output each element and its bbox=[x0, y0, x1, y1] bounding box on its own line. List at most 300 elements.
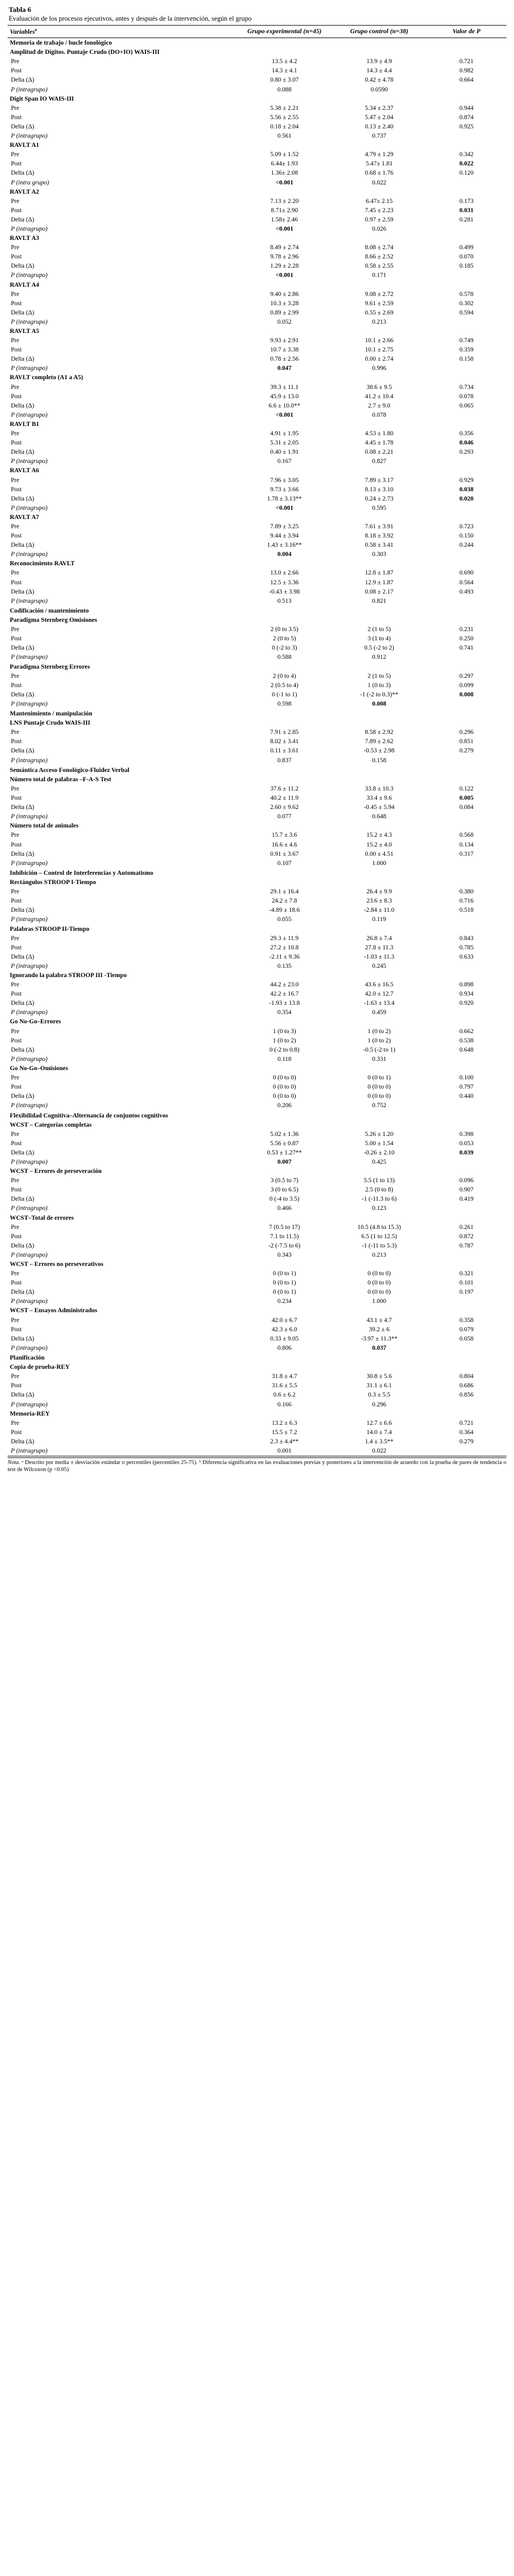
experimental-value: 12.5 ± 3.36 bbox=[270, 579, 299, 586]
table-row bbox=[8, 812, 506, 821]
experimental-value: <0.001 bbox=[276, 504, 293, 511]
row-label: Pre bbox=[11, 1028, 20, 1035]
control-value: 15.2 ± 4.0 bbox=[366, 841, 392, 848]
control-value: 33.8 ± 10.3 bbox=[365, 785, 394, 792]
p-value: 0.158 bbox=[459, 356, 474, 363]
p-value bbox=[426, 962, 506, 971]
row-label: Delta (Δ) bbox=[11, 216, 34, 223]
p-value: 0.150 bbox=[459, 533, 474, 540]
p-value: 0.356 bbox=[459, 430, 474, 437]
section-heading: Flexibilidad Cognitiva–Alternancia de conjuntos cognitivos bbox=[10, 1112, 168, 1119]
row-label: Delta (Δ) bbox=[11, 953, 34, 960]
p-value bbox=[426, 653, 506, 662]
row-label: Post bbox=[11, 841, 22, 848]
experimental-value: 0.118 bbox=[277, 1055, 292, 1062]
experimental-value: 3 (0 to 6.5) bbox=[270, 1187, 298, 1194]
row-label: Post bbox=[11, 991, 22, 998]
control-value: 7.45 ± 2.23 bbox=[365, 207, 394, 214]
p-value: 0.359 bbox=[459, 347, 474, 354]
variable-group-label: RAVLT A5 bbox=[10, 328, 39, 335]
section-heading-row bbox=[8, 1110, 506, 1120]
row-label: Post bbox=[11, 1084, 22, 1091]
table-head bbox=[8, 26, 506, 38]
row-label: Delta (Δ) bbox=[11, 123, 34, 130]
row-label: Post bbox=[11, 1233, 22, 1240]
row-label: Delta (Δ) bbox=[11, 1000, 34, 1007]
row-label: Delta (Δ) bbox=[11, 748, 34, 755]
section-heading-row bbox=[8, 606, 506, 616]
p-value: 0.734 bbox=[459, 384, 474, 391]
control-value: 12.8 ± 1.87 bbox=[365, 570, 394, 577]
table-row bbox=[8, 457, 506, 466]
control-value: 33.4 ± 9.6 bbox=[366, 795, 392, 802]
variable-group-label: Ignorando la palabra STROOP III -Tiempo bbox=[10, 972, 127, 979]
row-label: Delta (Δ) bbox=[11, 1196, 34, 1203]
experimental-value: 5.56 ± 0.87 bbox=[270, 1140, 299, 1147]
table-row bbox=[8, 159, 506, 169]
control-value: 0.008 bbox=[372, 700, 387, 707]
row-label: P (intragrupo) bbox=[11, 1448, 48, 1455]
control-value: 5.47± 1.81 bbox=[365, 160, 393, 168]
row-label: P (intragrupo) bbox=[11, 411, 48, 418]
control-value: 1 (0 to 2) bbox=[368, 1037, 391, 1044]
experimental-value: 4.91 ± 1.95 bbox=[270, 430, 299, 437]
control-value: 0.026 bbox=[372, 225, 387, 232]
row-label: Pre bbox=[11, 1074, 20, 1082]
table-row bbox=[8, 831, 506, 840]
table-row bbox=[8, 1325, 506, 1334]
variable-group-row bbox=[8, 821, 506, 831]
table-row bbox=[8, 980, 506, 990]
experimental-value: 27.2 ± 10.8 bbox=[270, 944, 299, 951]
control-value: 0.827 bbox=[372, 458, 387, 465]
control-value: 12.9 ± 1.87 bbox=[365, 579, 394, 586]
section-heading: Semántica Acceso Fonológico-Fluidez Verbal bbox=[10, 767, 130, 774]
table-row bbox=[8, 934, 506, 943]
table-row bbox=[8, 197, 506, 206]
experimental-value: 24.2 ± 7.8 bbox=[272, 898, 297, 905]
table-row bbox=[8, 859, 506, 868]
row-label: Post bbox=[11, 1037, 22, 1044]
control-value: 43.6 ± 16.5 bbox=[365, 981, 394, 989]
p-value: 0.721 bbox=[459, 58, 474, 65]
table-row bbox=[8, 76, 506, 85]
experimental-value: 1.36± 2.08 bbox=[271, 170, 298, 177]
table-row bbox=[8, 271, 506, 280]
control-value: 30.8 ± 5.6 bbox=[366, 1373, 392, 1380]
experimental-value: 42.3 ± 6.0 bbox=[272, 1326, 297, 1333]
experimental-value: <0.001 bbox=[276, 225, 293, 232]
table-row bbox=[8, 215, 506, 225]
row-label: Pre bbox=[11, 785, 20, 792]
table-row bbox=[8, 225, 506, 234]
p-value: 0.281 bbox=[459, 216, 474, 223]
row-label: Delta (Δ) bbox=[11, 1392, 34, 1399]
variable-group-row bbox=[8, 141, 506, 150]
control-value: 0.037 bbox=[372, 1344, 387, 1351]
table-row bbox=[8, 700, 506, 709]
table-row bbox=[8, 943, 506, 953]
variable-group-row bbox=[8, 1260, 506, 1269]
table-row bbox=[8, 728, 506, 737]
table-row bbox=[8, 915, 506, 924]
p-value: 0.293 bbox=[459, 449, 474, 456]
row-label: Pre bbox=[11, 626, 20, 633]
control-value: -0.53 ± 2.98 bbox=[364, 748, 395, 755]
p-value: 0.664 bbox=[459, 77, 474, 84]
control-value: 1.000 bbox=[372, 1298, 387, 1305]
row-label: Post bbox=[11, 486, 22, 493]
control-value: 5.47 ± 2.04 bbox=[365, 114, 394, 121]
table-row bbox=[8, 1083, 506, 1092]
p-value: 0.648 bbox=[459, 1046, 474, 1053]
experimental-value: -2 (-7.5 to 6) bbox=[268, 1242, 301, 1249]
control-value: 4.45 ± 1.78 bbox=[365, 440, 394, 447]
table-row bbox=[8, 1241, 506, 1251]
p-value: 0.578 bbox=[459, 291, 474, 298]
variable-group-row bbox=[8, 420, 506, 429]
p-value: 0.787 bbox=[459, 1242, 474, 1249]
table-row bbox=[8, 1195, 506, 1204]
table-row bbox=[8, 122, 506, 132]
table-caption: Evaluación de los procesos ejecutivos, antes y después de la intervención, según el grupo bbox=[9, 15, 252, 22]
control-value: 9.61 ± 2.59 bbox=[365, 300, 394, 307]
table-row bbox=[8, 671, 506, 681]
row-label: Pre bbox=[11, 104, 20, 112]
p-value bbox=[426, 1101, 506, 1110]
variable-group-row bbox=[8, 1120, 506, 1129]
control-value: 0.821 bbox=[372, 597, 387, 604]
p-value bbox=[426, 1055, 506, 1064]
experimental-value: 0.354 bbox=[277, 1009, 292, 1016]
row-label: P (intragrupo) bbox=[11, 654, 48, 661]
experimental-value: 7.1 to 11.5) bbox=[270, 1233, 299, 1240]
p-value: 0.690 bbox=[459, 570, 474, 577]
row-label: Delta (Δ) bbox=[11, 645, 34, 652]
row-label: Pre bbox=[11, 832, 20, 839]
variable-group-label: Copia de prueba-REY bbox=[10, 1364, 70, 1371]
row-label: Pre bbox=[11, 1270, 20, 1277]
experimental-value: 14.3 ± 4.1 bbox=[272, 67, 297, 75]
p-value: 0.046 bbox=[459, 440, 474, 447]
experimental-value: 0.806 bbox=[277, 1344, 292, 1351]
experimental-value: 7.91 ± 2.85 bbox=[270, 729, 299, 736]
row-label: P (intragrupo) bbox=[11, 365, 48, 372]
p-value: 0.564 bbox=[459, 579, 474, 586]
p-value bbox=[426, 597, 506, 606]
p-value: 0.364 bbox=[459, 1429, 474, 1436]
p-value: 0.302 bbox=[459, 300, 474, 307]
control-value: 0.158 bbox=[372, 757, 387, 764]
experimental-value: 0 (0 to 1) bbox=[273, 1289, 296, 1296]
table-row bbox=[8, 504, 506, 513]
experimental-value: 15.5 ± 7.2 bbox=[272, 1429, 297, 1436]
control-value: 0.213 bbox=[372, 318, 387, 325]
row-label: Post bbox=[11, 254, 22, 261]
p-value: 0.122 bbox=[459, 785, 474, 792]
row-label: Delta (Δ) bbox=[11, 1046, 34, 1053]
row-label: Delta (Δ) bbox=[11, 850, 34, 857]
table-row bbox=[8, 448, 506, 457]
control-value: 43.1 ± 4.7 bbox=[366, 1317, 392, 1324]
control-value: 0.119 bbox=[372, 916, 387, 923]
control-value: 0.595 bbox=[372, 504, 387, 511]
row-label: Pre bbox=[11, 58, 20, 65]
row-label: Delta (Δ) bbox=[11, 1093, 34, 1100]
section-heading-row bbox=[8, 765, 506, 775]
row-label: Post bbox=[11, 682, 22, 689]
p-value: 0.261 bbox=[459, 1224, 474, 1231]
control-value: 6.47± 2.15 bbox=[365, 197, 393, 205]
row-label: Pre bbox=[11, 1373, 20, 1380]
control-value: 8.18 ± 3.92 bbox=[365, 533, 394, 540]
control-value: -3.97 ± 11.3** bbox=[360, 1335, 398, 1342]
table-row bbox=[8, 634, 506, 644]
row-label: Delta (Δ) bbox=[11, 77, 34, 84]
control-value: -1.63 ± 13.4 bbox=[364, 1000, 395, 1007]
variable-group-row bbox=[8, 373, 506, 382]
control-value: 26.8 ± 7.4 bbox=[366, 935, 392, 942]
p-value: 0.058 bbox=[459, 1335, 474, 1342]
variable-group-row bbox=[8, 1167, 506, 1176]
control-value: 0.296 bbox=[372, 1401, 387, 1408]
p-value: 0.231 bbox=[459, 626, 474, 633]
table-row bbox=[8, 336, 506, 345]
row-label: P (intragrupo) bbox=[11, 1158, 48, 1165]
variable-group-label: RAVLT A1 bbox=[10, 142, 39, 149]
variable-group-label: Rectángulos STROOP I-Tiempo bbox=[10, 879, 96, 886]
p-value: 0.723 bbox=[459, 523, 474, 530]
row-label: Post bbox=[11, 440, 22, 447]
p-value: 0.038 bbox=[459, 486, 474, 493]
control-value: 1.4 ± 3.5** bbox=[365, 1438, 394, 1445]
variable-group-label: Paradigma Sternberg Omisiones bbox=[10, 617, 97, 624]
control-value: -1 (-11 to 5.3) bbox=[362, 1242, 397, 1249]
variable-group-label: Go No-Go–Errores bbox=[10, 1018, 61, 1026]
control-value: 7.89 ± 3.17 bbox=[365, 477, 394, 484]
row-label: Pre bbox=[11, 477, 20, 484]
control-value: 8.08 ± 2.74 bbox=[365, 244, 394, 251]
variable-group-label: Número total de animales bbox=[10, 823, 78, 830]
table-row bbox=[8, 1344, 506, 1353]
row-label: Post bbox=[11, 738, 22, 745]
experimental-value: 13.5 ± 4.2 bbox=[272, 58, 297, 65]
experimental-value: 2 (0 to 5) bbox=[273, 635, 296, 643]
variable-group-label: RAVLT A7 bbox=[10, 514, 39, 521]
row-label: Delta (Δ) bbox=[11, 1335, 34, 1342]
table-row bbox=[8, 897, 506, 906]
row-label: P (intra grupo) bbox=[11, 179, 50, 186]
row-label: Delta (Δ) bbox=[11, 804, 34, 811]
row-label: Delta (Δ) bbox=[11, 1242, 34, 1249]
table-row bbox=[8, 401, 506, 411]
variable-group-label: Paradigma Sternberg Errores bbox=[10, 663, 90, 670]
row-label: Pre bbox=[11, 197, 20, 205]
table-row bbox=[8, 887, 506, 897]
experimental-value: 5.38 ± 2.21 bbox=[270, 104, 299, 112]
experimental-value: 0 (0 to 0) bbox=[273, 1093, 296, 1100]
row-label: Pre bbox=[11, 291, 20, 298]
experimental-value: 0 (-4 to 3.5) bbox=[269, 1196, 299, 1203]
results-table bbox=[8, 25, 506, 1456]
p-value bbox=[426, 1204, 506, 1213]
variable-group-row bbox=[8, 327, 506, 336]
experimental-value: 37.6 ± 11.2 bbox=[270, 785, 299, 792]
variable-group-label: RAVLT B1 bbox=[10, 421, 39, 428]
control-value: 0.13 ± 2.40 bbox=[365, 123, 394, 130]
experimental-value: 15.7 ± 3.6 bbox=[272, 832, 297, 839]
p-value: 0.633 bbox=[459, 953, 474, 960]
experimental-value: 13.0 ± 2.66 bbox=[270, 570, 299, 577]
row-label: Post bbox=[11, 1429, 22, 1436]
table-row bbox=[8, 1036, 506, 1045]
section-heading-row bbox=[8, 709, 506, 719]
experimental-value: 5.56 ± 2.55 bbox=[270, 114, 299, 121]
p-value: 0.039 bbox=[459, 1149, 474, 1156]
experimental-value: 42.2 ± 16.7 bbox=[270, 991, 299, 998]
variable-group-row bbox=[8, 775, 506, 784]
table-row bbox=[8, 625, 506, 634]
control-value: 26.4 ± 9.9 bbox=[366, 888, 392, 895]
table-row bbox=[8, 737, 506, 746]
p-value: 0.031 bbox=[459, 207, 474, 214]
experimental-value: 0 (-1 to 1) bbox=[272, 691, 297, 698]
row-label: Delta (Δ) bbox=[11, 907, 34, 914]
row-label: Pre bbox=[11, 244, 20, 251]
p-value: 0.716 bbox=[459, 898, 474, 905]
variable-group-row bbox=[8, 466, 506, 475]
row-label: Pre bbox=[11, 1419, 20, 1426]
p-value: 0.279 bbox=[459, 748, 474, 755]
row-label: Post bbox=[11, 533, 22, 540]
table-row bbox=[8, 113, 506, 122]
column-header-experimental: Grupo experimental (n=45) bbox=[237, 26, 332, 38]
variable-group-row bbox=[8, 94, 506, 103]
row-label: P (intragrupo) bbox=[11, 318, 48, 325]
table-number: Tabla 6 bbox=[9, 5, 32, 14]
experimental-value: 0.052 bbox=[277, 318, 292, 325]
section-heading: Planificación bbox=[10, 1355, 45, 1362]
experimental-value: 7.96 ± 3.05 bbox=[270, 477, 299, 484]
table-row bbox=[8, 1092, 506, 1101]
p-value bbox=[426, 1344, 506, 1353]
control-value: -0.26 ± 2.10 bbox=[364, 1149, 395, 1156]
row-label: Pre bbox=[11, 1224, 20, 1231]
control-value: 0.752 bbox=[372, 1102, 387, 1109]
section-heading: Codificación / mantenimiento bbox=[10, 608, 89, 615]
row-label: P (intragrupo) bbox=[11, 504, 48, 511]
experimental-value: 0.206 bbox=[277, 1102, 292, 1109]
experimental-value: 8.49 ± 2.74 bbox=[270, 244, 299, 251]
experimental-value: 29.3 ± 11.9 bbox=[270, 935, 299, 942]
table-row bbox=[8, 364, 506, 373]
control-value: 7.89 ± 2.62 bbox=[365, 738, 394, 745]
variable-group-row bbox=[8, 1409, 506, 1418]
section-heading-row bbox=[8, 1353, 506, 1363]
variable-group-label: RAVLT A3 bbox=[10, 235, 39, 242]
control-value: 0 (0 to 0) bbox=[368, 1280, 391, 1287]
table-row bbox=[8, 1437, 506, 1447]
p-value: 0.101 bbox=[459, 1280, 474, 1287]
row-label: Post bbox=[11, 1280, 22, 1287]
experimental-value: 9.44 ± 3.94 bbox=[270, 533, 299, 540]
table-row bbox=[8, 206, 506, 215]
row-label: P (intragrupo) bbox=[11, 1298, 48, 1305]
p-value bbox=[426, 550, 506, 559]
table-row bbox=[8, 1400, 506, 1409]
row-label: Pre bbox=[11, 1131, 20, 1138]
control-value: 5.26 ± 1.20 bbox=[365, 1131, 394, 1138]
row-label: Post bbox=[11, 1140, 22, 1147]
p-value: 0.185 bbox=[459, 263, 474, 270]
control-value: -0.5 (-2 to 1) bbox=[363, 1046, 395, 1053]
control-value: -1.03 ± 11.3 bbox=[364, 953, 395, 960]
row-label: Delta (Δ) bbox=[11, 588, 34, 595]
table-row bbox=[8, 1139, 506, 1148]
table-body bbox=[8, 38, 506, 1456]
p-value: 0.785 bbox=[459, 944, 474, 951]
table-row bbox=[8, 1027, 506, 1036]
table-row bbox=[8, 318, 506, 327]
experimental-value: -4.89 ± 18.6 bbox=[269, 907, 300, 914]
control-value: 0.42 ± 4.78 bbox=[365, 77, 394, 84]
p-value: 0.843 bbox=[459, 935, 474, 942]
p-value bbox=[426, 1158, 506, 1167]
variable-group-row bbox=[8, 719, 506, 728]
p-value: 0.872 bbox=[459, 1233, 474, 1240]
control-value: 0.459 bbox=[372, 1009, 387, 1016]
experimental-value: 1.78 ± 3.13** bbox=[267, 495, 302, 502]
control-value: 0.022 bbox=[372, 1448, 387, 1455]
variable-group-row bbox=[8, 187, 506, 196]
p-value: 0.321 bbox=[459, 1270, 474, 1277]
p-value: 0.053 bbox=[459, 1140, 474, 1147]
table-row bbox=[8, 849, 506, 858]
experimental-value: 0.91 ± 3.67 bbox=[270, 850, 299, 857]
experimental-value: 0.561 bbox=[277, 133, 292, 140]
table-row bbox=[8, 756, 506, 765]
experimental-value: 2 (0.5 to 4) bbox=[270, 682, 298, 689]
table-row bbox=[8, 308, 506, 318]
p-value: 0.173 bbox=[459, 197, 474, 205]
p-value: 0.100 bbox=[459, 1074, 474, 1082]
table-row bbox=[8, 784, 506, 794]
control-value: 0.5 (-2 to 2) bbox=[364, 645, 394, 652]
table-row bbox=[8, 578, 506, 587]
experimental-value: 0.088 bbox=[277, 86, 292, 93]
control-value: 12.7 ± 6.6 bbox=[366, 1419, 392, 1426]
variable-group-row bbox=[8, 662, 506, 671]
control-value: 27.8 ± 11.3 bbox=[365, 944, 394, 951]
variable-group-label: Reconocimiento RAVLT bbox=[10, 560, 75, 567]
variable-group-label: WCST – Ensayos Administrados bbox=[10, 1307, 97, 1314]
experimental-value: 5.31 ± 2.05 bbox=[270, 440, 299, 447]
variable-group-label: Número total de palabras –F-A-S Test bbox=[10, 776, 112, 783]
table-row bbox=[8, 653, 506, 662]
control-value: 4.79 ± 1.29 bbox=[365, 151, 394, 158]
p-value bbox=[426, 318, 506, 327]
table-row bbox=[8, 243, 506, 252]
column-header-variables: Variables$^a$ bbox=[8, 26, 237, 38]
variable-group-label: Amplitud de Dígitos. Puntaje Crudo (DO+IO) WAIS-III bbox=[10, 49, 160, 56]
p-value: 0.804 bbox=[459, 1373, 474, 1380]
row-label: P (intragrupo) bbox=[11, 1009, 48, 1016]
control-value: 0.3 ± 5.5 bbox=[368, 1392, 390, 1399]
variable-group-row bbox=[8, 280, 506, 289]
experimental-value: 8.02 ± 3.41 bbox=[270, 738, 299, 745]
p-value: 0.134 bbox=[459, 841, 474, 848]
experimental-value: 10.7 ± 3.38 bbox=[270, 347, 299, 354]
